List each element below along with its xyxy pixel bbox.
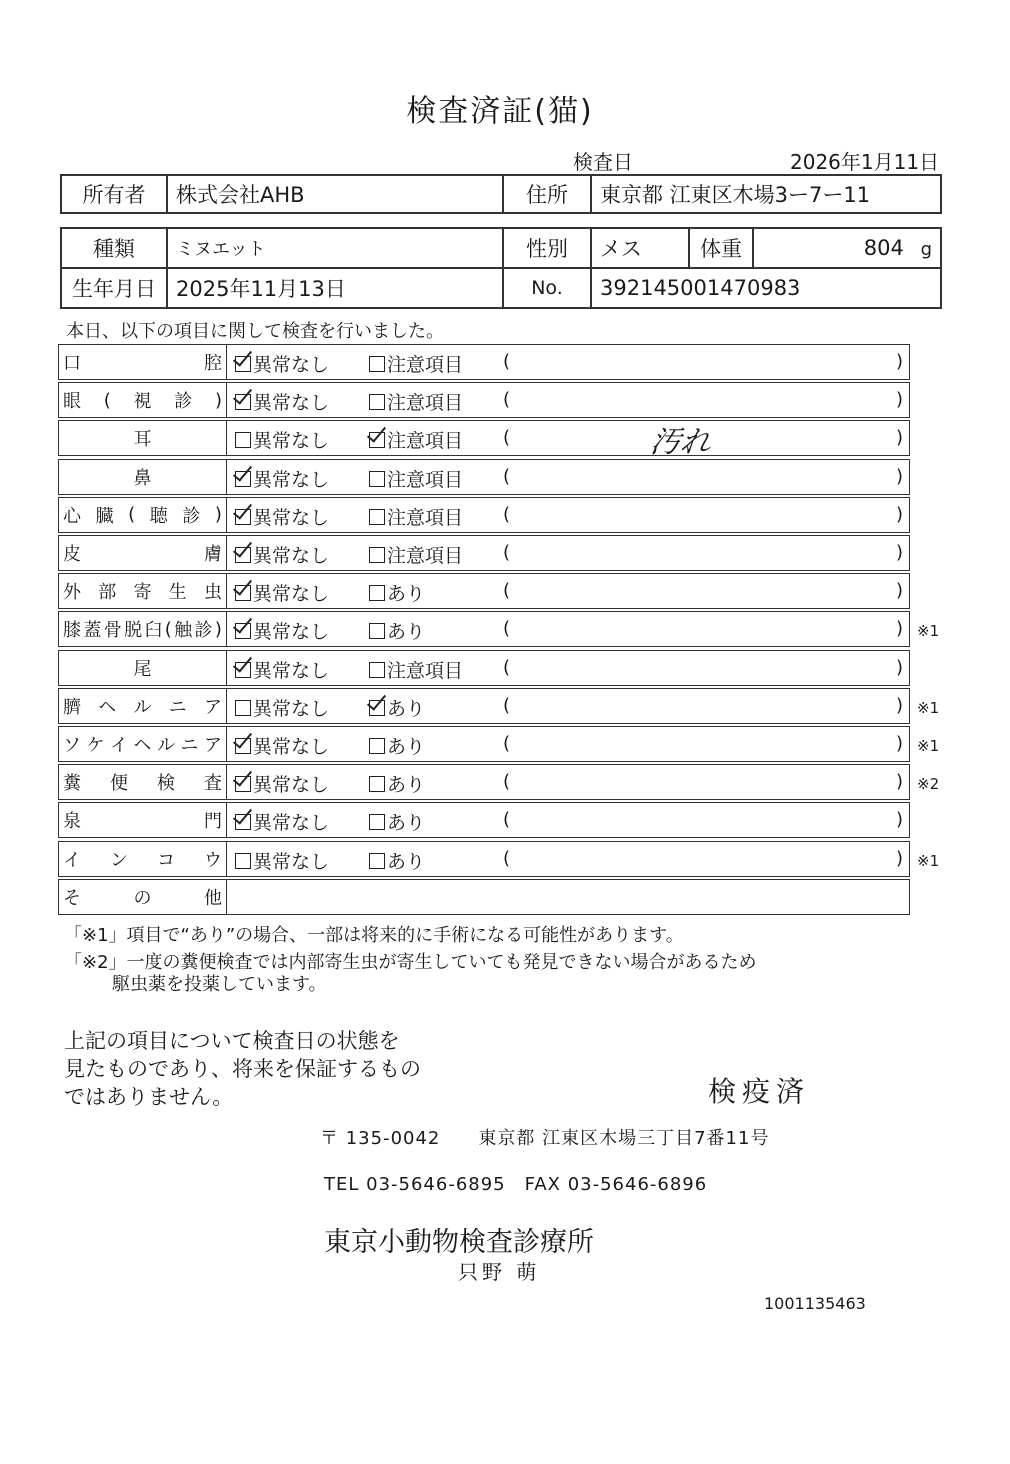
phone-fax: TEL 03-5646-6895 FAX 03-5646-6896 xyxy=(324,1174,708,1195)
paren-open: ( xyxy=(503,656,511,678)
option-normal[interactable]: 異常なし xyxy=(235,847,329,874)
option-normal[interactable]: 異常なし xyxy=(235,732,329,759)
footnote-mark: ※1 xyxy=(917,698,940,717)
option-attention[interactable]: 注意項目 xyxy=(369,656,463,683)
option-attention[interactable]: 注意項目 xyxy=(369,426,463,453)
checkbox[interactable] xyxy=(235,432,251,448)
footnote-2: 「※2」一度の糞便検査では内部寄生虫が寄生していても発見できない場合があるため xyxy=(64,952,757,973)
paren-open: ( xyxy=(503,809,511,831)
option-attention[interactable]: 注意項目 xyxy=(369,465,463,492)
paren-close: ) xyxy=(895,618,903,640)
checkbox[interactable] xyxy=(235,394,251,410)
checklist-row xyxy=(58,611,940,647)
check-item-name: そ の 他 xyxy=(59,880,227,914)
owner-label: 所有者 xyxy=(61,175,167,213)
inspection-date-label: 検査日 xyxy=(573,150,633,174)
checkbox[interactable] xyxy=(369,662,385,678)
check-item-name: 外 部 寄 生 虫 xyxy=(59,574,227,608)
paren-close: ) xyxy=(895,580,903,602)
option-normal[interactable]: 異常なし xyxy=(235,426,329,453)
checkbox[interactable] xyxy=(369,547,385,563)
option-attention[interactable]: あり xyxy=(369,617,425,644)
serial-number: 1001135463 xyxy=(764,1294,866,1313)
paren-open: ( xyxy=(503,694,511,716)
check-item-name: 尾 xyxy=(59,651,227,685)
checklist-row xyxy=(58,688,940,724)
check-item-name: 皮 膚 xyxy=(59,536,227,570)
option-normal[interactable]: 異常なし xyxy=(235,541,329,568)
no-value: 392145001470983 xyxy=(591,268,941,308)
check-item-name: イ ン コ ウ xyxy=(59,842,227,876)
checklist-row xyxy=(58,841,940,877)
checklist-row xyxy=(58,535,910,571)
option-attention[interactable]: あり xyxy=(369,808,425,835)
option-attention[interactable]: あり xyxy=(369,847,425,874)
footnote-mark: ※1 xyxy=(917,851,940,870)
checkbox[interactable] xyxy=(235,547,251,563)
checkbox[interactable] xyxy=(235,776,251,792)
paren-close: ) xyxy=(895,809,903,831)
check-item-name: 心 臓 ( 聴 診 ) xyxy=(59,498,227,532)
option-normal[interactable]: 異常なし xyxy=(235,465,329,492)
paren-open: ( xyxy=(503,389,511,411)
option-normal[interactable]: 異常なし xyxy=(235,656,329,683)
checklist-row-other xyxy=(58,879,910,915)
document-title: 検査済証(猫) xyxy=(406,94,594,129)
owner-table xyxy=(60,174,942,214)
checkbox[interactable] xyxy=(369,853,385,869)
option-normal[interactable]: 異常なし xyxy=(235,617,329,644)
paren-open: ( xyxy=(503,618,511,640)
checkbox[interactable] xyxy=(369,814,385,830)
option-attention[interactable]: 注意項目 xyxy=(369,388,463,415)
option-normal[interactable]: 異常なし xyxy=(235,388,329,415)
declaration xyxy=(64,1027,421,1111)
option-normal[interactable]: 異常なし xyxy=(235,579,329,606)
address-label: 住所 xyxy=(503,175,591,213)
paren-close: ) xyxy=(895,389,903,411)
inspector-name: 只野 萌 xyxy=(458,1260,541,1284)
checklist-row xyxy=(58,420,910,461)
sex-label: 性別 xyxy=(503,228,591,268)
check-item-name: 糞 便 検 査 xyxy=(59,765,227,799)
address-value: 東京都 江東区木場3ー7ー11 xyxy=(591,175,941,213)
paren-close: ) xyxy=(895,656,903,678)
paren-open: ( xyxy=(503,542,511,563)
weight-unit: g xyxy=(920,239,932,260)
checkbox[interactable] xyxy=(369,509,385,525)
paren-open: ( xyxy=(503,580,511,602)
paren-close: ) xyxy=(895,351,903,372)
pet-table xyxy=(60,227,942,309)
birth-value: 2025年11月13日 xyxy=(167,268,503,308)
checkbox[interactable] xyxy=(235,814,251,830)
paren-close: ) xyxy=(895,465,903,487)
checkbox[interactable] xyxy=(235,662,251,678)
paren-open: ( xyxy=(503,771,511,793)
option-attention[interactable]: あり xyxy=(369,694,425,721)
checkbox[interactable] xyxy=(369,738,385,754)
option-normal[interactable]: 異常なし xyxy=(235,808,329,835)
paren-close: ) xyxy=(895,771,903,793)
checkbox[interactable] xyxy=(235,356,251,372)
checkbox[interactable] xyxy=(235,623,251,639)
checkbox[interactable] xyxy=(235,700,251,716)
checklist-row xyxy=(58,764,940,800)
check-item-name: 泉 門 xyxy=(59,803,227,837)
option-attention[interactable]: 注意項目 xyxy=(369,503,463,530)
checkbox[interactable] xyxy=(369,356,385,372)
footnote-3: 駆虫薬を投薬しています。 xyxy=(112,974,327,995)
paren-open: ( xyxy=(503,847,511,869)
option-normal[interactable]: 異常なし xyxy=(235,694,329,721)
footnote-1: 「※1」項目で“あり”の場合、一部は将来的に手術になる可能性があります。 xyxy=(64,925,684,946)
checklist-row xyxy=(58,497,910,533)
intro-text: 本日、以下の項目に関して検査を行いました。 xyxy=(66,321,444,342)
birth-label: 生年月日 xyxy=(61,268,167,308)
paren-close: ) xyxy=(895,694,903,716)
check-item-name: 鼻 xyxy=(59,460,227,494)
checklist-row xyxy=(58,459,910,495)
quarantine-stamp: 検疫済 xyxy=(708,1075,811,1108)
checkbox[interactable] xyxy=(369,585,385,601)
breed-value: ミヌエット xyxy=(167,228,503,268)
checkbox[interactable] xyxy=(235,738,251,754)
footnote-mark: ※1 xyxy=(917,737,940,755)
inspection-date: 2026年1月11日 xyxy=(790,150,940,174)
paren-close: ) xyxy=(895,503,903,525)
declaration-line: 上記の項目について検査日の状態を xyxy=(64,1029,400,1053)
checkbox[interactable] xyxy=(369,700,385,716)
footnote-mark: ※1 xyxy=(917,622,940,641)
breed-label: 種類 xyxy=(61,228,167,268)
paren-close: ) xyxy=(895,847,903,869)
paren-open: ( xyxy=(503,427,511,449)
paren-open: ( xyxy=(503,465,511,487)
clinic-name: 東京小動物検査診療所 xyxy=(324,1227,594,1258)
checkbox[interactable] xyxy=(369,623,385,639)
checkbox[interactable] xyxy=(369,394,385,410)
checklist-row xyxy=(58,382,910,418)
sex-value: メス xyxy=(591,228,689,268)
checkbox[interactable] xyxy=(235,585,251,601)
option-attention[interactable]: 注意項目 xyxy=(369,350,463,377)
option-normal[interactable]: 異常なし xyxy=(235,770,329,797)
checklist-row xyxy=(58,802,910,838)
option-attention[interactable]: あり xyxy=(369,732,425,759)
paren-open: ( xyxy=(503,351,511,372)
weight-value: 804 xyxy=(863,236,904,260)
weight-label: 体重 xyxy=(689,228,753,268)
paren-close: ) xyxy=(895,733,903,754)
checklist-row xyxy=(58,573,910,609)
postal-address: 〒 135-0042 東京都 江東区木場三丁目7番11号 xyxy=(320,1128,770,1149)
checklist-row xyxy=(58,726,940,762)
checkbox[interactable] xyxy=(235,853,251,869)
check-item-name: ソ ケ イ ヘ ル ニ ア xyxy=(59,727,227,761)
checkbox[interactable] xyxy=(369,432,385,448)
no-label: No. xyxy=(503,268,591,308)
check-item-name: 膝 蓋 骨 脱 臼 ( 触 診 ) xyxy=(59,612,227,646)
footnote-mark: ※2 xyxy=(917,775,940,794)
option-attention[interactable]: あり xyxy=(369,770,425,797)
checkbox[interactable] xyxy=(369,471,385,487)
checkbox[interactable] xyxy=(235,509,251,525)
checkbox[interactable] xyxy=(369,776,385,792)
option-attention[interactable]: あり xyxy=(369,579,425,606)
option-attention[interactable]: 注意項目 xyxy=(369,541,463,568)
owner-value: 株式会社AHB xyxy=(167,175,503,213)
declaration-line: ではありません。 xyxy=(64,1085,234,1109)
paren-close: ) xyxy=(895,542,903,563)
option-normal[interactable]: 異常なし xyxy=(235,503,329,530)
weight-cell xyxy=(753,228,941,268)
option-normal[interactable]: 異常なし xyxy=(235,350,329,377)
declaration-line: 見たものであり、将来を保証するもの xyxy=(64,1057,421,1081)
paren-close: ) xyxy=(895,427,903,449)
checklist-row xyxy=(58,344,910,380)
handwritten-note: 汚れ xyxy=(648,425,713,461)
check-item-name: 眼 ( 視 診 ) xyxy=(59,383,227,417)
check-item-name: 耳 xyxy=(59,421,227,455)
check-item-name: 臍 ヘ ル ニ ア xyxy=(59,689,227,723)
paren-open: ( xyxy=(503,503,511,525)
checklist-row xyxy=(58,650,910,686)
paren-open: ( xyxy=(503,733,511,754)
check-item-name: 口 腔 xyxy=(59,345,227,379)
checkbox[interactable] xyxy=(235,471,251,487)
